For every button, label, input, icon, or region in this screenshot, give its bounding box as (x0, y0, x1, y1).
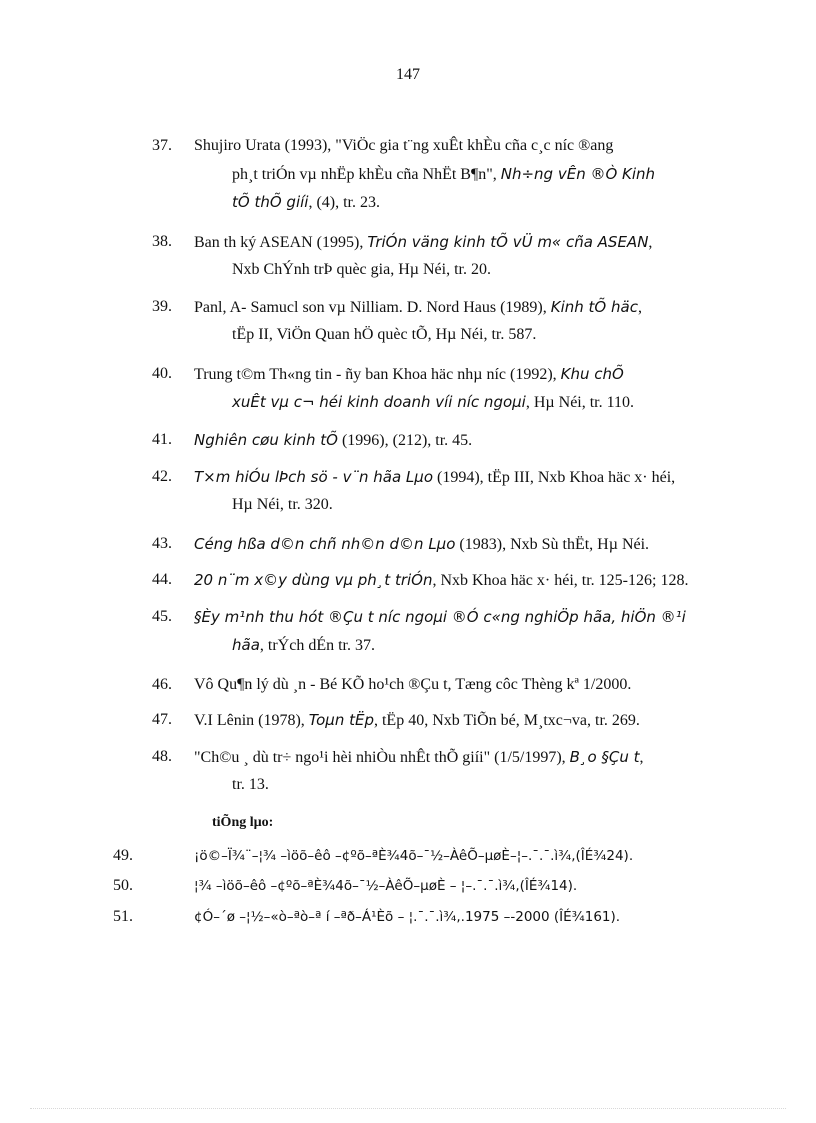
reference-text: Nxb ChÝnh trÞ quèc gia, Hµ Néi, tr. 20. (232, 261, 491, 278)
reference-text: , (648, 234, 653, 251)
reference-line (194, 365, 624, 384)
reference-line (194, 298, 642, 317)
reference-number: 51. (113, 908, 133, 925)
reference-text: , trÝch dÉn tr. 37. (259, 637, 375, 654)
reference-title: Céng hßa d©n chñ nh©n d©n Lµo (194, 535, 456, 553)
reference-number: 40. (152, 365, 172, 382)
lao-reference-text: ¢Ó–´ø –¦½–«ò–ªò–ª í –ªð–Á¹Èõ – ¦.¯.¯.ì¾,.1975 –-2000 (ÎÉ¾161). (194, 909, 621, 925)
reference-line (232, 776, 269, 794)
reference-line (194, 137, 613, 155)
reference-line (194, 535, 649, 554)
reference-title: 20 n¨m x©y dùng vµ ph¸t triÓn (194, 571, 433, 589)
reference-text: Panl, A- Samucl son vµ Nilliam. D. Nord Haus (1989), (194, 299, 551, 316)
reference-line (232, 636, 375, 655)
reference-line (194, 711, 640, 730)
reference-line (194, 233, 652, 252)
reference-line (194, 608, 686, 627)
reference-title: B¸o §Çu t (569, 748, 640, 766)
reference-number: 50. (113, 877, 133, 894)
reference-line (194, 748, 644, 767)
reference-number: 47. (152, 711, 172, 728)
reference-title: Toµn tËp (308, 711, 374, 729)
reference-title: Khu chÕ (560, 365, 624, 383)
reference-line (194, 468, 675, 487)
reference-text: (1994), tËp III, Nxb Khoa häc x· héi, (433, 469, 676, 486)
reference-text: "Ch©u ¸ dù tr÷ ngo¹i hèi nhiÒu nhÊt thÕ giíi" (1/5/1997), (194, 749, 570, 766)
reference-line (232, 393, 634, 412)
reference-line (194, 571, 688, 590)
reference-text: ph¸t triÓn vµ nhËp khÈu cña NhËt B¶n", (232, 166, 501, 183)
reference-text: tËp II, ViÖn Quan hÖ quèc tÕ, Hµ Néi, tr. 587. (232, 326, 537, 343)
reference-number: 45. (152, 608, 172, 625)
reference-number: 42. (152, 468, 172, 485)
reference-number: 38. (152, 233, 172, 250)
reference-number: 37. (152, 137, 172, 154)
reference-number: 43. (152, 535, 172, 552)
reference-number: 39. (152, 298, 172, 315)
lao-reference-text: ¡ö©–Ï¾¨–¦¾ –ìöõ–êô –¢ºõ–ªÈ¾4õ–¯½–ÀêÕ–µøÈ–¦–.¯.¯.ì¾,(ÎÉ¾24). (194, 848, 634, 864)
reference-title: Kinh tÕ häc (550, 298, 638, 316)
reference-title: hãa (232, 636, 260, 654)
reference-title: xuÊt vµ c¬ héi kinh doanh víi níc ngoµi (232, 393, 526, 411)
reference-line (194, 676, 631, 694)
reference-text: Trung t©m Th«ng tin - ñy ban Khoa häc nhµ níc (1992), (194, 366, 561, 383)
reference-line (232, 165, 655, 184)
reference-title: §Èy m¹nh thu hót ®Çu t níc ngoµi ®Ó c«ng nghiÖp hãa, hiÖn ®¹i (194, 608, 686, 626)
reference-text: Shujiro Urata (1993), "ViÖc gia t¨ng xuÊt khÈu cña c¸c níc ®ang (194, 137, 614, 154)
reference-line (232, 193, 380, 212)
reference-title: TriÓn väng kinh tÕ vÜ m« cña ASEAN (367, 233, 649, 251)
reference-text: (1996), (212), tr. 45. (337, 432, 473, 449)
page-bottom-rule (30, 1108, 786, 1109)
section-heading: tiÕng lµo: (212, 815, 274, 830)
page-number: 147 (396, 66, 420, 83)
reference-text: , (637, 299, 642, 316)
reference-line (232, 326, 536, 344)
reference-line (232, 261, 491, 279)
reference-number: 44. (152, 571, 172, 588)
reference-text: , Nxb Khoa häc x· héi, tr. 125-126; 128. (432, 572, 689, 589)
reference-text: , (4), tr. 23. (308, 194, 380, 211)
reference-text: V.I Lênin (1978), (194, 712, 309, 729)
reference-title: Nh÷ng vÊn ®Ò Kinh (500, 165, 656, 183)
reference-text: , (639, 749, 644, 766)
reference-text: tr. 13. (232, 776, 269, 793)
reference-text: Vô Qu¶n lý dù ¸n - Bé KÕ ho¹ch ®Çu t, Tæng côc Thèng kª 1/2000. (194, 676, 632, 693)
reference-text: Hµ Néi, tr. 320. (232, 496, 333, 513)
reference-title: Nghiên cøu kinh tÕ (194, 431, 338, 449)
reference-number: 49. (113, 847, 133, 864)
reference-text: , Hµ Néi, tr. 110. (525, 394, 635, 411)
reference-text: Ban th ký ASEAN (1995), (194, 234, 368, 251)
reference-line (232, 496, 333, 514)
reference-number: 41. (152, 431, 172, 448)
reference-line (194, 431, 472, 450)
reference-text: (1983), Nxb Sù thËt, Hµ Néi. (455, 536, 650, 553)
reference-number: 46. (152, 676, 172, 693)
reference-title: T×m hiÓu lÞch sö - v¨n hãa Lµo (194, 468, 434, 486)
lao-reference-text: ¦¾ –ìöõ–êô –¢ºõ–ªÈ¾4õ–¯½–ÀêÕ–µøÈ – ¦–.¯.¯.ì¾,(ÎÉ¾14). (194, 878, 578, 894)
reference-title: tÕ thÕ giíi (232, 193, 309, 211)
reference-text: , tËp 40, Nxb TiÕn bé, M¸txc¬va, tr. 269. (373, 712, 640, 729)
reference-number: 48. (152, 748, 172, 765)
